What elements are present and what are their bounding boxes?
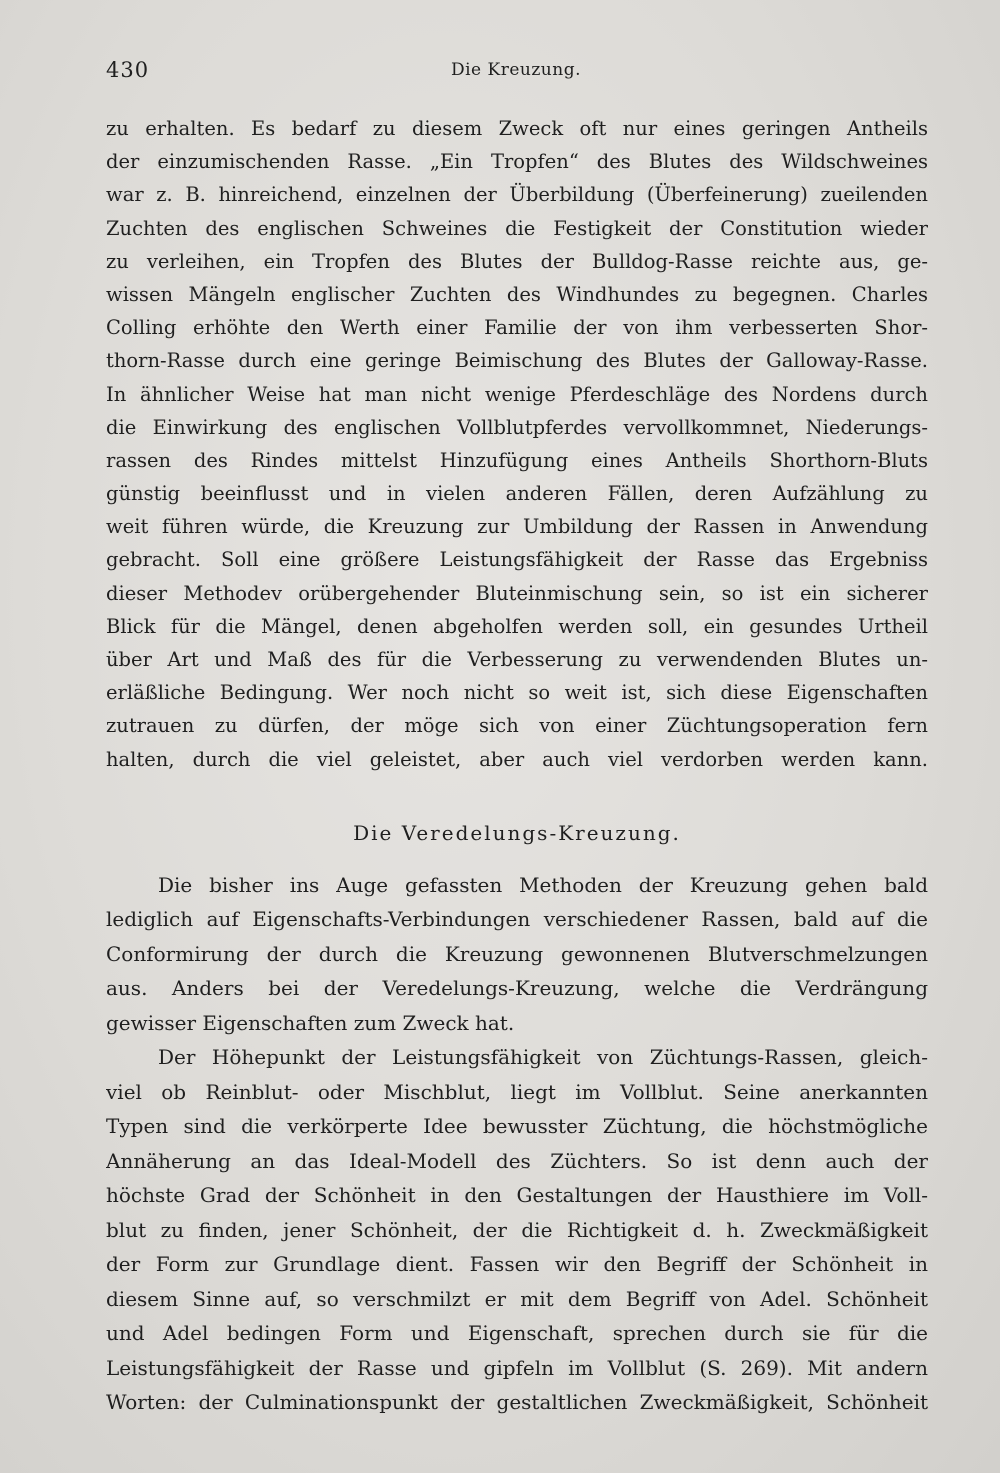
text-line: Typen sind die verkörperte Idee bewusster Züchtung, die höchstmögliche: [106, 1114, 928, 1139]
section-veredelungs-kreuzung: [106, 868, 928, 1420]
text-line: halten, durch die viel geleistet, aber auch viel verdorben werden kann.: [106, 747, 928, 771]
text-line: höchste Grad der Schönheit in den Gestaltungen der Hausthiere im Voll-: [106, 1183, 928, 1208]
paragraph-2: [106, 868, 928, 1041]
text-line: Colling erhöhte den Werth einer Familie der von ihm verbesserten Shor-: [106, 316, 928, 340]
text-line: der Form zur Grundlage dient. Fassen wir den Begriff der Schönheit in: [106, 1252, 928, 1277]
text-line: thorn-Rasse durch eine geringe Beimischung des Blutes der Galloway-Rasse.: [106, 349, 928, 373]
text-line: günstig beeinflusst und in vielen anderen Fällen, deren Aufzählung zu: [106, 482, 928, 506]
text-line: erläßliche Bedingung. Wer noch nicht so weit ist, sich diese Eigenschaften: [106, 681, 928, 705]
section-heading: Die Veredelungs-Kreuzung.: [353, 820, 681, 845]
paragraph-3: [106, 1040, 928, 1420]
text-line: lediglich auf Eigenschafts-Verbindungen verschiedener Rassen, bald auf die: [106, 907, 928, 932]
paragraph-1: [106, 112, 928, 776]
text-line: dieser Methodev orübergehender Bluteinmischung sein, so ist ein sicherer: [106, 581, 928, 605]
text-line: zu verleihen, ein Tropfen des Blutes der Bulldog-Rasse reichte aus, ge-: [106, 249, 928, 273]
text-line: viel ob Reinblut- oder Mischblut, liegt im Vollblut. Seine anerkannten: [106, 1079, 928, 1104]
text-line: Annäherung an das Ideal-Modell des Züchters. So ist denn auch der: [106, 1148, 928, 1173]
page-number: 430: [106, 58, 150, 82]
page-header: [106, 58, 926, 90]
text-line: zutrauen zu dürfen, der möge sich von einer Züchtungsoperation fern: [106, 714, 928, 738]
text-line: zu erhalten. Es bedarf zu diesem Zweck oft nur eines geringen Antheils: [106, 117, 928, 140]
text-line: der einzumischenden Rasse. „Ein Tropfen“ des Blutes des Wildschweines: [106, 150, 928, 174]
running-title: Die Kreuzung.: [450, 60, 581, 80]
text-line: In ähnlicher Weise hat man nicht wenige Pferdeschläge des Nordens durch: [106, 382, 928, 406]
text-line: gewisser Eigenschaften zum Zweck hat.: [106, 1010, 515, 1035]
text-line: Blick für die Mängel, denen abgeholfen werden soll, ein gesundes Urtheil: [106, 614, 928, 638]
text-line: die Einwirkung des englischen Vollblutpferdes vervollkommnet, Niederungs-: [106, 415, 928, 439]
text-line: Zuchten des englischen Schweines die Festigkeit der Constitution wieder: [106, 216, 928, 240]
text-line: weit führen würde, die Kreuzung zur Umbildung der Rassen in Anwendung: [106, 515, 928, 539]
text-line: rassen des Rindes mittelst Hinzufügung eines Antheils Shorthorn-Bluts: [106, 448, 928, 472]
body-text: [106, 112, 928, 1420]
text-line: war z. B. hinreichend, einzelnen der Überbildung (Überfeinerung) zueilenden: [106, 183, 928, 207]
text-line: wissen Mängeln englischer Zuchten des Windhundes zu begegnen. Charles: [106, 282, 928, 306]
text-line: Die bisher ins Auge gefassten Methoden der Kreuzung gehen bald: [158, 872, 928, 897]
text-line: diesem Sinne auf, so verschmilzt er mit dem Begriff von Adel. Schönheit: [106, 1286, 928, 1311]
text-line: aus. Anders bei der Veredelungs-Kreuzung, welche die Verdrängung: [106, 976, 928, 1001]
text-line: Der Höhepunkt der Leistungsfähigkeit von Züchtungs-Rassen, gleich-: [158, 1045, 928, 1070]
text-line: blut zu finden, jener Schönheit, der die Richtigkeit d. h. Zweckmäßigkeit: [106, 1217, 928, 1242]
text-line: gebracht. Soll eine größere Leistungsfähigkeit der Rasse das Ergebniss: [106, 548, 928, 572]
text-line: und Adel bedingen Form und Eigenschaft, sprechen durch sie für die: [106, 1321, 928, 1346]
text-line: Conformirung der durch die Kreuzung gewonnenen Blutverschmelzungen: [106, 941, 928, 966]
text-line: Worten: der Culminationspunkt der gestaltlichen Zweckmäßigkeit, Schönheit: [106, 1390, 928, 1415]
text-line: Leistungsfähigkeit der Rasse und gipfeln im Vollblut (S. 269). Mit andern: [106, 1355, 928, 1380]
text-line: über Art und Maß des für die Verbesserung zu verwendenden Blutes un-: [106, 648, 928, 671]
